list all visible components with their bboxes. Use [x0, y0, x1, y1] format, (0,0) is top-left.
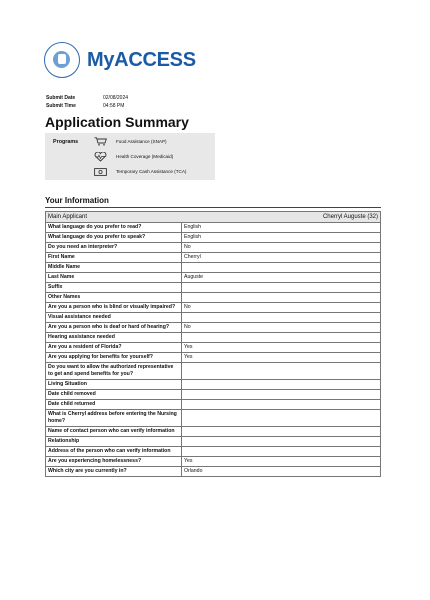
question-cell: Are you a person who is deaf or hard of hearing?	[46, 323, 182, 333]
submit-date-row	[46, 94, 128, 102]
section-divider	[45, 207, 381, 208]
table-row	[46, 253, 381, 263]
question-cell: Date child removed	[46, 390, 182, 400]
submit-date-value: 02/08/2024	[103, 95, 129, 101]
table-row	[46, 437, 381, 447]
question-cell: Last Name	[46, 273, 182, 283]
answer-cell: English	[182, 223, 381, 233]
question-cell: Living Situation	[46, 380, 182, 390]
submit-time-value: 04:58 PM	[103, 103, 125, 109]
table-row	[46, 273, 381, 283]
submit-time-label: Submit Time	[46, 103, 76, 109]
table-row	[46, 343, 381, 353]
table-row	[46, 263, 381, 273]
table-row	[46, 363, 381, 380]
table-row	[46, 323, 381, 333]
program-item-snap	[93, 137, 167, 146]
your-information-table	[45, 211, 381, 477]
answer-cell: Orlando	[182, 467, 381, 477]
answer-cell: No	[182, 303, 381, 313]
answer-cell	[182, 263, 381, 273]
table-row	[46, 313, 381, 323]
program-label-medicaid: Health Coverage (Medicaid)	[116, 154, 174, 159]
answer-cell	[182, 410, 381, 427]
shopping-cart-icon	[93, 137, 107, 146]
answer-cell	[182, 293, 381, 303]
answer-cell	[182, 427, 381, 437]
table-row	[46, 303, 381, 313]
cash-icon	[93, 167, 107, 176]
question-cell: What is Cherryl address before entering the Nursing home?	[46, 410, 182, 427]
answer-cell: No	[182, 243, 381, 253]
florida-dcf-seal-icon	[44, 42, 80, 78]
table-header-row	[46, 212, 381, 223]
question-cell: Address of the person who can verify information	[46, 447, 182, 457]
brand-name: MyACCESS	[87, 48, 196, 71]
table-row	[46, 410, 381, 427]
answer-cell: Cherryl	[182, 253, 381, 263]
table-row	[46, 233, 381, 243]
page-title: Application Summary	[45, 114, 189, 130]
table-header-cell	[46, 212, 381, 223]
table-row	[46, 467, 381, 477]
table-row	[46, 447, 381, 457]
question-cell: Are you experiencing homelessness?	[46, 457, 182, 467]
answer-cell	[182, 363, 381, 380]
question-cell: What language do you prefer to read?	[46, 223, 182, 233]
myaccess-logo	[44, 42, 196, 78]
question-cell: Other Names	[46, 293, 182, 303]
program-item-tca	[93, 167, 186, 176]
answer-cell	[182, 283, 381, 293]
question-cell: What language do you prefer to speak?	[46, 233, 182, 243]
table-row	[46, 223, 381, 233]
heart-pulse-icon	[93, 152, 107, 161]
table-row	[46, 390, 381, 400]
answer-cell: Yes	[182, 353, 381, 363]
question-cell: Do you need an interpreter?	[46, 243, 182, 253]
question-cell: Name of contact person who can verify information	[46, 427, 182, 437]
question-cell: Middle Name	[46, 263, 182, 273]
table-row	[46, 427, 381, 437]
table-row	[46, 380, 381, 390]
table-row	[46, 457, 381, 467]
answer-cell	[182, 390, 381, 400]
answer-cell	[182, 380, 381, 390]
programs-box	[45, 133, 215, 180]
question-cell: Are you applying for benefits for yourself?	[46, 353, 182, 363]
question-cell: Visual assistance needed	[46, 313, 182, 323]
program-item-medicaid	[93, 152, 173, 161]
table-row	[46, 400, 381, 410]
answer-cell	[182, 437, 381, 447]
question-cell: Which city are you currently in?	[46, 467, 182, 477]
table-row	[46, 293, 381, 303]
question-cell: First Name	[46, 253, 182, 263]
answer-cell	[182, 313, 381, 323]
table-row	[46, 243, 381, 253]
question-cell: Relationship	[46, 437, 182, 447]
answer-cell: Yes	[182, 457, 381, 467]
answer-cell: No	[182, 323, 381, 333]
question-cell: Are you a person who is blind or visually impaired?	[46, 303, 182, 313]
table-row	[46, 283, 381, 293]
submit-time-row	[46, 102, 128, 110]
submission-meta	[46, 94, 128, 110]
table-row	[46, 353, 381, 363]
main-applicant-label: Main Applicant	[48, 213, 88, 220]
programs-label: Programs	[53, 139, 79, 145]
answer-cell: Yes	[182, 343, 381, 353]
program-label-tca: Temporary Cash Assistance (TCA)	[116, 169, 187, 174]
answer-cell: Auguste	[182, 273, 381, 283]
question-cell: Are you a resident of Florida?	[46, 343, 182, 353]
question-cell: Hearing assistance needed	[46, 333, 182, 343]
section-title: Your Information	[45, 196, 109, 205]
table-row	[46, 333, 381, 343]
question-cell: Date child returned	[46, 400, 182, 410]
submit-date-label: Submit Date	[46, 95, 76, 101]
answer-cell: English	[182, 233, 381, 243]
program-label-snap: Food Assistance (SNAP)	[116, 139, 167, 144]
answer-cell	[182, 447, 381, 457]
question-cell: Do you want to allow the authorized representative to get and spend benefits for you?	[46, 363, 182, 380]
answer-cell	[182, 333, 381, 343]
applicant-name-age: Cherryl Auguste (32)	[322, 213, 378, 220]
question-cell: Suffix	[46, 283, 182, 293]
answer-cell	[182, 400, 381, 410]
